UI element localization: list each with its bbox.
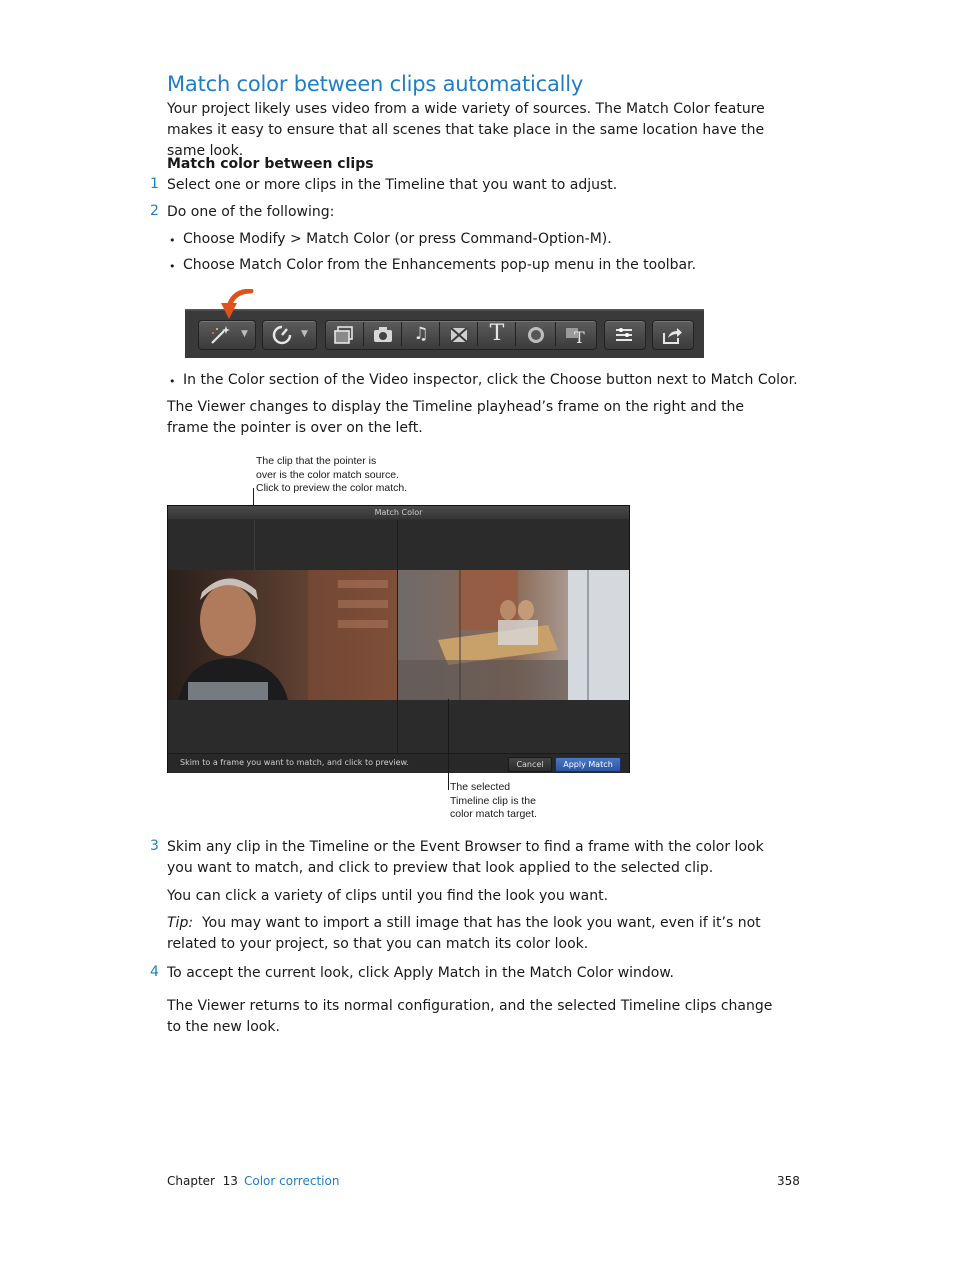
bullet-item: • In the Color section of the Video inspector, click the Choose button next to Match Color.	[183, 370, 798, 391]
media-browser-icon[interactable]	[331, 325, 357, 349]
step-text: To accept the current look, click Apply Match in the Match Color window.	[167, 965, 674, 981]
footer-chapter: Chapter 13	[167, 1174, 238, 1188]
pointer-arrow-icon	[215, 289, 255, 323]
cancel-button[interactable]: Cancel	[508, 757, 552, 772]
page-number: 358	[777, 1174, 800, 1188]
tip-label: Tip:	[167, 915, 194, 931]
chevron-down-icon: ▼	[301, 329, 308, 339]
enhancements-wand-icon	[207, 325, 233, 349]
section-heading: Match color between clips automatically	[167, 72, 584, 96]
photos-icon[interactable]	[370, 325, 396, 349]
step-note: You can click a variety of clips until you find the look you want.	[167, 888, 609, 904]
titles-icon[interactable]: T	[489, 321, 505, 346]
step-number: 3	[150, 838, 159, 854]
apply-match-button[interactable]: Apply Match	[555, 757, 621, 772]
bullet-item: • Choose Match Color from the Enhancements pop-up menu in the toolbar.	[183, 255, 696, 276]
retime-icon	[269, 325, 295, 349]
target-frame	[398, 570, 629, 700]
generators-icon[interactable]	[523, 325, 549, 349]
inspector-icon	[611, 325, 637, 349]
svg-text:T: T	[574, 328, 585, 345]
status-bar	[168, 753, 629, 773]
tip-paragraph	[167, 913, 782, 955]
music-icon[interactable]: ♫	[413, 324, 429, 344]
step-text: Do one of the following:	[167, 204, 335, 220]
source-frame[interactable]	[168, 570, 397, 700]
step-text: Select one or more clips in the Timeline that you want to adjust.	[167, 177, 618, 193]
viewer-note: The Viewer changes to display the Timeline playhead’s frame on the right and the frame the pointer is over on the left.	[167, 399, 745, 436]
chevron-down-icon: ▼	[241, 329, 248, 339]
window-title: Match Color	[168, 506, 629, 519]
footer-chapter-link[interactable]: Color correction	[244, 1174, 340, 1188]
step-number: 1	[150, 176, 159, 192]
callout-source: The clip that the pointer is over is the color match source. Click to preview the color match.	[256, 455, 408, 494]
share-icon	[659, 325, 685, 349]
intro-paragraph: Your project likely uses video from a wide variety of sources. The Match Color feature makes it easy to ensure that all scenes that take place in the same location have the same look.	[167, 101, 765, 159]
closing-paragraph: The Viewer returns to its normal configuration, and the selected Timeline clips change to the new look.	[167, 998, 773, 1035]
step-number: 4	[150, 964, 159, 980]
status-text: Skim to a frame you want to match, and click to preview.	[180, 758, 409, 767]
task-heading: Match color between clips	[167, 156, 374, 172]
match-color-window	[167, 505, 630, 773]
step-number: 2	[150, 203, 159, 219]
transitions-icon[interactable]	[446, 325, 472, 349]
callout-line	[448, 699, 449, 790]
tip-text: You may want to import a still image that has the look you want, even if it’s not related to your project, so that you can match its color look.	[167, 915, 761, 952]
toolbar-figure	[185, 309, 704, 358]
callout-target: The selected Timeline clip is the color match target.	[450, 781, 537, 820]
themes-icon[interactable]	[562, 325, 588, 349]
step-text: Skim any clip in the Timeline or the Event Browser to find a frame with the color look you want to match, and click to preview that look applied to the selected clip.	[167, 839, 764, 876]
bullet-item: • Choose Modify > Match Color (or press Command-Option-M).	[183, 229, 612, 250]
